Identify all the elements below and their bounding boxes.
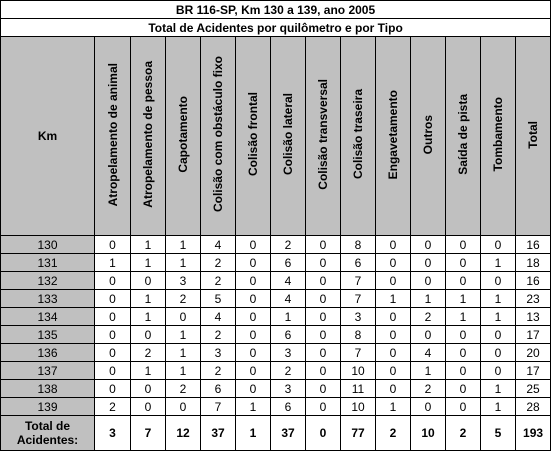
value-cell: 0	[131, 326, 166, 344]
value-cell: 2	[201, 254, 236, 272]
value-cell: 0	[446, 344, 481, 362]
total-cell: 7	[131, 416, 166, 451]
column-header-label: Capotamento	[176, 96, 190, 173]
value-cell: 0	[95, 344, 131, 362]
value-cell: 0	[306, 308, 341, 326]
value-cell: 18	[516, 254, 551, 272]
column-header	[341, 37, 376, 236]
table-row	[1, 272, 551, 290]
value-cell: 25	[516, 380, 551, 398]
value-cell: 2	[166, 290, 201, 308]
value-cell: 1	[131, 290, 166, 308]
table-row	[1, 290, 551, 308]
value-cell: 6	[271, 254, 306, 272]
value-cell: 1	[131, 362, 166, 380]
total-cell: 1	[236, 416, 271, 451]
column-header-label: Colisão transversal	[316, 79, 330, 190]
value-cell: 0	[95, 380, 131, 398]
value-cell: 4	[271, 290, 306, 308]
column-header	[201, 37, 236, 236]
value-cell: 7	[341, 290, 376, 308]
value-cell: 1	[446, 290, 481, 308]
value-cell: 1	[95, 254, 131, 272]
value-cell: 0	[236, 308, 271, 326]
table-row	[1, 308, 551, 326]
value-cell: 0	[306, 290, 341, 308]
table-row	[1, 362, 551, 380]
total-cell: 193	[516, 416, 551, 451]
value-cell: 1	[376, 290, 411, 308]
table-row	[1, 344, 551, 362]
value-cell: 0	[306, 236, 341, 254]
value-cell: 0	[376, 380, 411, 398]
value-cell: 0	[376, 308, 411, 326]
value-cell: 0	[376, 272, 411, 290]
value-cell: 0	[131, 398, 166, 416]
km-cell: 137	[1, 362, 95, 380]
value-cell: 1	[166, 344, 201, 362]
column-header-label: Total	[526, 120, 541, 149]
value-cell: 10	[341, 362, 376, 380]
value-cell: 0	[236, 290, 271, 308]
value-cell: 2	[271, 236, 306, 254]
table-subtitle: Total de Acidentes por quilômetro e por Tipo	[1, 19, 551, 37]
value-cell: 4	[411, 344, 446, 362]
value-cell: 0	[306, 380, 341, 398]
column-header	[516, 37, 551, 236]
value-cell: 0	[236, 362, 271, 380]
value-cell: 0	[481, 362, 516, 380]
total-cell: 77	[341, 416, 376, 451]
value-cell: 0	[411, 254, 446, 272]
totals-label-line2: Acidentes:	[16, 433, 79, 447]
km-cell: 134	[1, 308, 95, 326]
value-cell: 1	[376, 398, 411, 416]
total-cell: 2	[376, 416, 411, 451]
value-cell: 0	[306, 272, 341, 290]
value-cell: 0	[306, 326, 341, 344]
header-row	[1, 37, 551, 236]
value-cell: 0	[481, 236, 516, 254]
table-row	[1, 380, 551, 398]
value-cell: 0	[446, 362, 481, 380]
column-header-label: Colisão traseira	[351, 89, 365, 180]
column-header	[481, 37, 516, 236]
column-header-label: Atropelamento de pessoa	[141, 61, 155, 208]
value-cell: 0	[95, 236, 131, 254]
value-cell: 1	[481, 398, 516, 416]
value-cell: 8	[341, 326, 376, 344]
column-header	[166, 37, 201, 236]
column-header	[95, 37, 131, 236]
value-cell: 6	[341, 254, 376, 272]
value-cell: 1	[481, 308, 516, 326]
column-header-label: Engavetamento	[386, 89, 400, 180]
value-cell: 13	[516, 308, 551, 326]
value-cell: 17	[516, 326, 551, 344]
table-title: BR 116-SP, Km 130 a 139, ano 2005	[1, 1, 551, 19]
km-cell: 133	[1, 290, 95, 308]
value-cell: 1	[166, 326, 201, 344]
total-cell: 3	[95, 416, 131, 451]
value-cell: 0	[236, 254, 271, 272]
total-cell: 37	[271, 416, 306, 451]
value-cell: 8	[341, 236, 376, 254]
value-cell: 1	[166, 254, 201, 272]
column-header-label: Saída de pista	[456, 94, 470, 175]
table-row	[1, 326, 551, 344]
table-row	[1, 236, 551, 254]
column-header-label: Tombamento	[491, 97, 505, 172]
value-cell: 6	[271, 398, 306, 416]
column-header-label: Outros	[421, 114, 435, 155]
column-header-label: Colisão frontal	[246, 92, 260, 177]
km-cell: 138	[1, 380, 95, 398]
column-header	[271, 37, 306, 236]
value-cell: 2	[166, 380, 201, 398]
value-cell: 2	[411, 380, 446, 398]
value-cell: 0	[236, 380, 271, 398]
value-cell: 0	[236, 344, 271, 362]
value-cell: 0	[95, 362, 131, 380]
value-cell: 20	[516, 344, 551, 362]
value-cell: 16	[516, 236, 551, 254]
value-cell: 0	[446, 236, 481, 254]
column-header	[411, 37, 446, 236]
column-header-label: Atropelamento de animal	[105, 62, 120, 207]
value-cell: 3	[166, 272, 201, 290]
value-cell: 3	[201, 344, 236, 362]
column-header	[236, 37, 271, 236]
value-cell: 7	[341, 344, 376, 362]
value-cell: 7	[341, 272, 376, 290]
value-cell: 0	[95, 290, 131, 308]
value-cell: 0	[446, 380, 481, 398]
column-header-label: Colisão lateral	[281, 93, 295, 176]
value-cell: 0	[236, 272, 271, 290]
value-cell: 3	[271, 344, 306, 362]
total-cell: 5	[481, 416, 516, 451]
totals-row	[1, 416, 551, 451]
value-cell: 0	[95, 272, 131, 290]
value-cell: 17	[516, 362, 551, 380]
km-cell: 130	[1, 236, 95, 254]
column-header	[376, 37, 411, 236]
value-cell: 1	[131, 254, 166, 272]
value-cell: 0	[411, 326, 446, 344]
value-cell: 0	[376, 362, 411, 380]
value-cell: 0	[236, 326, 271, 344]
value-cell: 1	[481, 290, 516, 308]
value-cell: 2	[131, 344, 166, 362]
value-cell: 1	[131, 308, 166, 326]
km-header: Km	[1, 37, 95, 236]
value-cell: 0	[411, 398, 446, 416]
total-cell: 2	[446, 416, 481, 451]
column-header	[306, 37, 341, 236]
value-cell: 3	[341, 308, 376, 326]
value-cell: 2	[95, 398, 131, 416]
value-cell: 0	[411, 272, 446, 290]
column-header	[446, 37, 481, 236]
value-cell: 0	[306, 344, 341, 362]
value-cell: 1	[131, 236, 166, 254]
value-cell: 4	[201, 308, 236, 326]
value-cell: 10	[341, 398, 376, 416]
value-cell: 7	[201, 398, 236, 416]
value-cell: 4	[271, 272, 306, 290]
value-cell: 1	[481, 254, 516, 272]
km-cell: 131	[1, 254, 95, 272]
value-cell: 5	[201, 290, 236, 308]
value-cell: 0	[166, 308, 201, 326]
km-cell: 136	[1, 344, 95, 362]
value-cell: 0	[306, 254, 341, 272]
value-cell: 0	[236, 236, 271, 254]
value-cell: 4	[201, 236, 236, 254]
value-cell: 0	[481, 326, 516, 344]
value-cell: 0	[95, 326, 131, 344]
value-cell: 11	[341, 380, 376, 398]
total-cell: 37	[201, 416, 236, 451]
table-row	[1, 398, 551, 416]
value-cell: 0	[376, 326, 411, 344]
value-cell: 1	[446, 308, 481, 326]
value-cell: 23	[516, 290, 551, 308]
value-cell: 3	[271, 380, 306, 398]
value-cell: 0	[481, 344, 516, 362]
value-cell: 0	[446, 398, 481, 416]
value-cell: 0	[376, 344, 411, 362]
value-cell: 1	[166, 236, 201, 254]
value-cell: 1	[411, 362, 446, 380]
value-cell: 2	[201, 326, 236, 344]
value-cell: 2	[411, 308, 446, 326]
totals-label-line1: Total de	[24, 419, 71, 433]
km-cell: 132	[1, 272, 95, 290]
value-cell: 0	[166, 398, 201, 416]
km-cell: 139	[1, 398, 95, 416]
value-cell: 6	[201, 380, 236, 398]
value-cell: 1	[166, 362, 201, 380]
value-cell: 0	[131, 380, 166, 398]
value-cell: 0	[131, 272, 166, 290]
value-cell: 1	[236, 398, 271, 416]
total-cell: 0	[306, 416, 341, 451]
value-cell: 0	[446, 326, 481, 344]
value-cell: 1	[481, 380, 516, 398]
column-header	[131, 37, 166, 236]
value-cell: 1	[271, 308, 306, 326]
value-cell: 0	[446, 272, 481, 290]
value-cell: 6	[271, 326, 306, 344]
value-cell: 0	[306, 362, 341, 380]
value-cell: 0	[481, 272, 516, 290]
value-cell: 0	[411, 236, 446, 254]
table-row	[1, 254, 551, 272]
total-cell: 12	[166, 416, 201, 451]
value-cell: 0	[306, 398, 341, 416]
value-cell: 28	[516, 398, 551, 416]
value-cell: 1	[411, 290, 446, 308]
column-header-label: Colisão com obstáculo fixo	[211, 56, 225, 213]
km-cell: 135	[1, 326, 95, 344]
value-cell: 2	[271, 362, 306, 380]
value-cell: 16	[516, 272, 551, 290]
value-cell: 0	[446, 254, 481, 272]
title-row	[1, 1, 551, 19]
data-body	[1, 236, 551, 416]
total-cell: 10	[411, 416, 446, 451]
totals-label	[1, 416, 95, 451]
value-cell: 0	[376, 254, 411, 272]
value-cell: 2	[201, 362, 236, 380]
value-cell: 2	[201, 272, 236, 290]
value-cell: 0	[376, 236, 411, 254]
value-cell: 0	[95, 308, 131, 326]
subtitle-row	[1, 19, 551, 37]
